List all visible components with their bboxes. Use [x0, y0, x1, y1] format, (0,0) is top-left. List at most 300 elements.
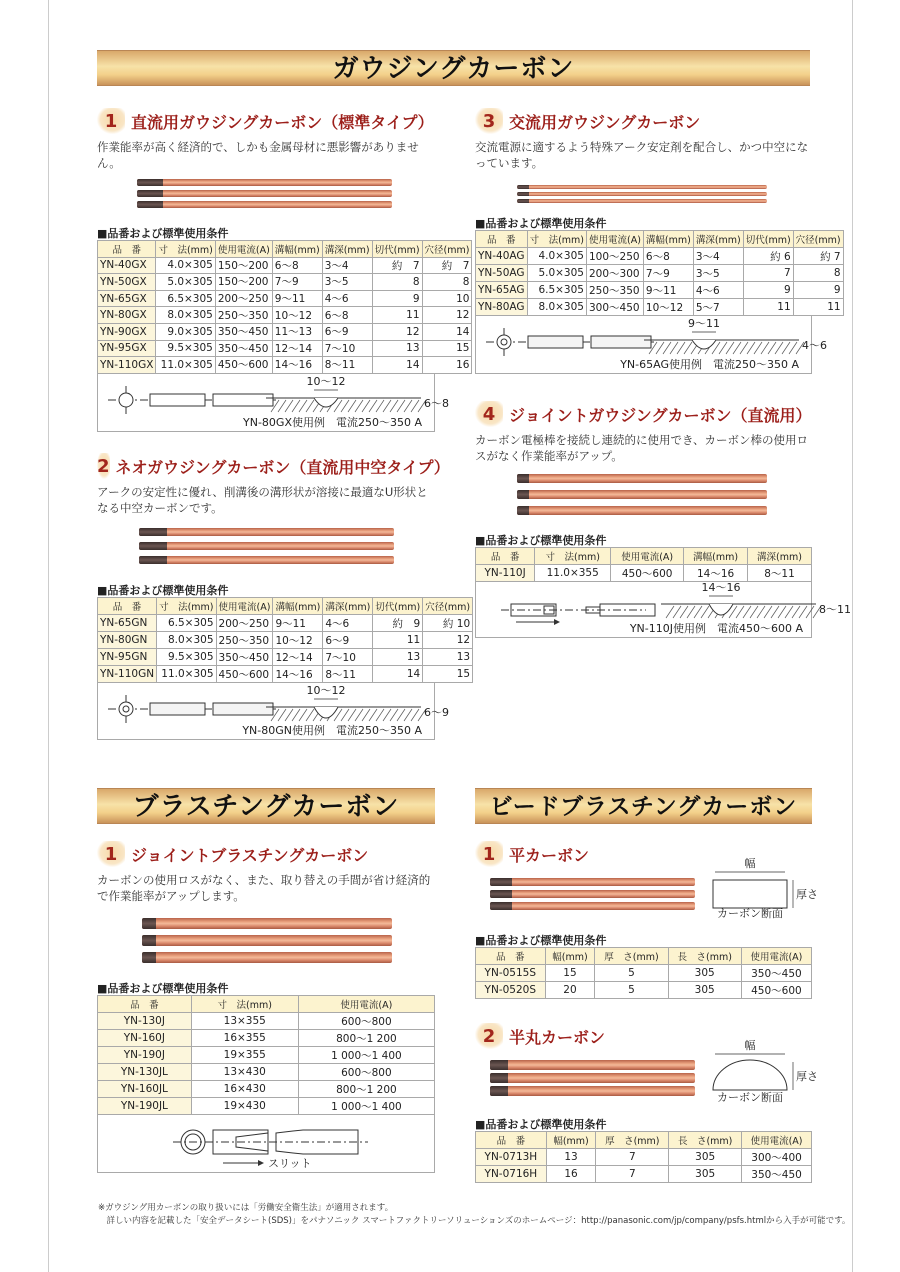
table-header-row	[98, 996, 435, 1013]
usage-diagram	[98, 683, 449, 740]
rod-tip	[517, 185, 529, 189]
table-cell: 16	[422, 357, 472, 374]
table-cell: 7～9	[643, 265, 693, 282]
section-title: 交流用ガウジングカーボン	[509, 112, 701, 132]
column-header: 切代(mm)	[743, 231, 793, 248]
table-row	[476, 282, 844, 299]
section-number: 1	[97, 841, 125, 867]
table-cell: 13	[372, 340, 422, 357]
table-label: ■品番および標準使用条件	[97, 584, 229, 597]
product-section	[475, 400, 851, 638]
table-cell: 11	[793, 299, 843, 316]
table-cell: 6.5×305	[156, 290, 215, 307]
column-header: 寸 法(mm)	[191, 996, 298, 1013]
diagram-caption: YN-65AG使用例 電流250～350 A	[620, 358, 799, 371]
table-cell: 9	[793, 282, 843, 299]
table-row	[476, 1166, 812, 1183]
rod-tip	[137, 201, 163, 208]
table-cell: YN-0520S	[476, 982, 546, 999]
rod-section	[591, 336, 651, 348]
table-header-row	[476, 231, 844, 248]
table-cell: 5～7	[693, 299, 743, 316]
half-round-section-shape	[713, 1060, 787, 1090]
flat-section-shape	[713, 880, 787, 908]
table-cell: 14	[372, 357, 422, 374]
table-cell: 3～4	[322, 257, 372, 274]
table-cell: 19×355	[191, 1047, 298, 1064]
rod-tip	[137, 179, 163, 186]
banner-gouging	[97, 50, 810, 86]
table-cell: 約 7	[422, 257, 472, 274]
table-cell: 9～11	[643, 282, 693, 299]
table-cell: 14～16	[273, 666, 323, 683]
table-cell: 20	[545, 982, 595, 999]
table-cell: 13×430	[191, 1064, 298, 1081]
table-cell: 305	[669, 1166, 742, 1183]
end-view-icon	[119, 393, 133, 407]
section-description: カーボンの使用ロスがなく、また、取り替えの手間が省け経済的で作業能率がアップします。	[97, 873, 431, 903]
groove-width-label: 14～16	[701, 581, 741, 594]
table-cell: 150～200	[215, 257, 272, 274]
table-cell: 11～13	[272, 323, 322, 340]
diagram-caption: YN-80GX使用例 電流250～350 A	[243, 415, 422, 429]
carbon-rod-image	[490, 1073, 695, 1083]
table-cell: 4～6	[322, 290, 372, 307]
groove-width-label: 9～11	[688, 317, 720, 330]
table-row	[98, 257, 472, 274]
table-row	[98, 632, 473, 649]
end-view-icon	[497, 335, 511, 349]
column-header: 品 番	[476, 948, 546, 965]
table-row	[98, 290, 472, 307]
table-row	[98, 1081, 435, 1098]
table-cell: 600～800	[298, 1013, 434, 1030]
table-row	[98, 666, 473, 683]
section-description: 作業能率が高く経済的で、しかも金属母材に悪影響がありません。	[97, 140, 419, 170]
usage-diagram	[98, 374, 449, 432]
product-section	[97, 840, 435, 1173]
carbon-rod-image	[517, 490, 767, 499]
table-cell: 8	[422, 274, 472, 291]
table-cell: 305	[669, 1149, 742, 1166]
table-cell: 11	[743, 299, 793, 316]
groove-diagram	[266, 699, 426, 721]
table-cell: 15	[422, 340, 472, 357]
section-heading	[97, 840, 435, 868]
table-cell: 12	[423, 632, 473, 649]
table-label: ■品番および標準使用条件	[475, 1118, 607, 1131]
rod-tip	[490, 1086, 508, 1096]
carbon-rod-image	[137, 179, 392, 186]
footnote: ※ガウジング用カーボンの取り扱いには「労働安全衛生法」が適用されます。	[98, 1203, 394, 1213]
usage-diagram	[98, 1115, 434, 1173]
table-cell: 350～450	[216, 649, 273, 666]
table-row	[98, 1064, 435, 1081]
rod-tip	[490, 1073, 508, 1083]
table-cell: YN-130JL	[98, 1064, 192, 1081]
table-cell: YN-110GN	[98, 666, 157, 683]
section-number: 2	[475, 1023, 503, 1049]
table-cell: 9	[372, 290, 422, 307]
table-cell: 6～8	[322, 307, 372, 324]
table-cell: 12	[422, 307, 472, 324]
column-header: 使用電流(A)	[586, 231, 643, 248]
section-number: 2	[97, 453, 110, 479]
table-cell: 150～200	[215, 274, 272, 291]
rod-tip	[139, 528, 167, 536]
cross-section-diagram	[705, 857, 818, 920]
rod-tip	[142, 952, 156, 963]
table-cell: YN-50AG	[476, 265, 528, 282]
table-cell: 10	[422, 290, 472, 307]
table-cell: 8.0×305	[157, 632, 216, 649]
width-label: 幅	[744, 1039, 756, 1052]
table-cell: 250～350	[215, 307, 272, 324]
rod-tip	[142, 935, 156, 946]
usage-example	[97, 374, 449, 432]
spec-table	[475, 1131, 812, 1183]
table-cell: 約 6	[743, 248, 793, 265]
cross-section-caption: カーボン断面	[717, 1091, 783, 1104]
column-header: 寸 法(mm)	[157, 598, 216, 615]
table-cell: YN-50GX	[98, 274, 156, 291]
table-cell: 250～350	[216, 632, 273, 649]
column-header: 溝深(mm)	[322, 241, 372, 258]
column-header: 切代(mm)	[372, 241, 422, 258]
product-photo	[475, 1039, 818, 1112]
carbon-rod-image	[137, 201, 392, 208]
rod-tip	[517, 506, 529, 515]
table-cell: 9.5×305	[156, 340, 215, 357]
table-cell: YN-65AG	[476, 282, 528, 299]
rod-tip	[490, 878, 512, 886]
column-header: 溝幅(mm)	[684, 548, 748, 565]
table-cell: 5	[595, 965, 668, 982]
cross-section-caption: カーボン断面	[717, 907, 783, 920]
table-cell: 305	[668, 982, 741, 999]
table-cell: 1 000～1 400	[298, 1098, 434, 1115]
table-cell: 9.5×305	[157, 649, 216, 666]
groove-diagram	[661, 596, 821, 618]
table-cell: 約 7	[793, 248, 843, 265]
column-header: 使用電流(A)	[742, 1132, 812, 1149]
table-cell: 16×430	[191, 1081, 298, 1098]
rod-section	[150, 394, 205, 406]
column-header: 穴径(mm)	[423, 598, 473, 615]
table-row	[98, 274, 472, 291]
section-description: アークの安定性に優れ、削溝後の溝形状が溶接に最適なU形状となる中空カーボンです。	[97, 485, 428, 515]
table-cell: 305	[668, 965, 741, 982]
table-cell: 10～12	[643, 299, 693, 316]
table-row	[98, 1047, 435, 1064]
table-cell: 200～250	[216, 615, 273, 632]
table-cell: YN-160J	[98, 1030, 192, 1047]
table-cell: 7～10	[322, 340, 372, 357]
product-photo	[475, 464, 812, 528]
spec-table	[475, 547, 812, 582]
table-cell: YN-130J	[98, 1013, 192, 1030]
groove-diagram	[266, 390, 426, 412]
product-section	[475, 1022, 818, 1183]
carbon-rod-image	[517, 199, 767, 203]
groove-width-label: 10～12	[306, 684, 346, 697]
table-cell: YN-65GX	[98, 290, 156, 307]
section-title: 直流用ガウジングカーボン（標準タイプ）	[131, 112, 434, 132]
product-section	[475, 107, 841, 374]
table-row	[476, 299, 844, 316]
table-cell: 350～450	[215, 323, 272, 340]
table-label: ■品番および標準使用条件	[97, 982, 229, 995]
table-row	[476, 1149, 812, 1166]
carbon-rod-image	[490, 1086, 695, 1096]
rod-tip	[490, 890, 512, 898]
table-header-row	[476, 548, 812, 565]
spec-table	[97, 995, 435, 1115]
table-cell: 13×355	[191, 1013, 298, 1030]
table-cell: 7～9	[272, 274, 322, 291]
carbon-rod-image	[139, 556, 394, 564]
product-photo	[97, 904, 435, 976]
table-row	[98, 357, 472, 374]
table-cell: 8	[793, 265, 843, 282]
table-cell: 4.0×305	[156, 257, 215, 274]
table-cell: 9	[743, 282, 793, 299]
table-header-row	[476, 948, 812, 965]
column-header: 穴径(mm)	[793, 231, 843, 248]
table-header-row	[98, 241, 472, 258]
rod-tip	[517, 192, 529, 196]
table-row	[476, 248, 844, 265]
table-cell: 300～450	[586, 299, 643, 316]
section-title: ジョイントブラスチングカーボン	[131, 845, 369, 865]
table-cell: YN-110GX	[98, 357, 156, 374]
rod-tip	[490, 1060, 508, 1070]
table-cell: 4～6	[693, 282, 743, 299]
table-cell: 13	[373, 649, 423, 666]
usage-example	[97, 683, 449, 740]
table-cell: 9～11	[273, 615, 323, 632]
carbon-rod-image	[142, 952, 392, 963]
table-cell: YN-90GX	[98, 323, 156, 340]
column-header: 寸 法(mm)	[156, 241, 215, 258]
column-header: 品 番	[98, 996, 192, 1013]
banner-title: ビードブラスチングカーボン	[489, 794, 798, 820]
carbon-rod-image	[517, 192, 767, 196]
column-header: 品 番	[476, 231, 528, 248]
table-cell: 8～11	[748, 565, 812, 582]
table-cell: 6～8	[272, 257, 322, 274]
table-cell: 13	[546, 1149, 596, 1166]
carbon-rod-image	[139, 528, 394, 536]
table-cell: 200～300	[586, 265, 643, 282]
table-cell: YN-65GN	[98, 615, 157, 632]
table-cell: 5.0×305	[156, 274, 215, 291]
groove-depth-label: 6～9	[424, 706, 449, 719]
table-cell: YN-80GN	[98, 632, 157, 649]
table-cell: 6～8	[643, 248, 693, 265]
table-cell: YN-40GX	[98, 257, 156, 274]
table-cell: YN-0515S	[476, 965, 546, 982]
table-cell: 12～14	[273, 649, 323, 666]
rod-tip	[517, 490, 529, 499]
table-row	[476, 265, 844, 282]
carbon-rod-image	[517, 506, 767, 515]
section-number: 1	[97, 108, 125, 134]
banner-blasting	[97, 788, 435, 824]
usage-example	[97, 1115, 435, 1173]
carbon-rod-image	[490, 902, 695, 910]
table-cell: 7	[596, 1149, 669, 1166]
spec-table	[97, 597, 473, 683]
rod-section	[213, 394, 273, 406]
table-cell: 350～450	[215, 340, 272, 357]
table-cell: 8.0×305	[156, 307, 215, 324]
table-cell: 200～250	[215, 290, 272, 307]
table-label: ■品番および標準使用条件	[475, 217, 607, 230]
table-row	[98, 307, 472, 324]
table-cell: 5	[595, 982, 668, 999]
table-header-row	[476, 1132, 812, 1149]
groove-depth-label: 6～8	[424, 396, 449, 410]
table-row	[98, 323, 472, 340]
table-row	[98, 649, 473, 666]
carbon-rod-image	[142, 918, 392, 929]
table-row	[476, 982, 812, 999]
table-cell: 11	[373, 632, 423, 649]
column-header: 品 番	[98, 241, 156, 258]
table-cell: 14～16	[684, 565, 748, 582]
section-number: 4	[475, 401, 503, 427]
table-cell: 450～600	[216, 666, 273, 683]
table-cell: 11	[372, 307, 422, 324]
section-number: 1	[475, 841, 503, 867]
table-cell: 15	[545, 965, 595, 982]
section-number: 3	[475, 108, 503, 134]
usage-diagram	[476, 316, 827, 374]
column-header: 寸 法(mm)	[527, 231, 586, 248]
table-cell: 600～800	[298, 1064, 434, 1081]
rod-section	[528, 336, 583, 348]
table-cell: 350～450	[741, 965, 811, 982]
banner-title: ブラスチングカーボン	[132, 792, 400, 822]
table-cell: 7～10	[323, 649, 373, 666]
usage-diagram	[476, 581, 851, 638]
banner-title: ガウジングカーボン	[332, 54, 575, 84]
column-header: 溝幅(mm)	[272, 241, 322, 258]
spec-table	[475, 947, 812, 999]
thickness-label: 厚さ	[796, 888, 818, 901]
usage-example	[475, 581, 851, 638]
table-cell: 5.0×305	[527, 265, 586, 282]
column-header: 使用電流(A)	[216, 598, 273, 615]
table-cell: 11.0×305	[157, 666, 216, 683]
table-cell: 8～11	[322, 357, 372, 374]
table-cell: 3～4	[693, 248, 743, 265]
table-cell: 16×355	[191, 1030, 298, 1047]
table-cell: 10～12	[272, 307, 322, 324]
thickness-label: 厚さ	[796, 1070, 818, 1083]
table-label: ■品番および標準使用条件	[97, 227, 229, 240]
table-row	[98, 1030, 435, 1047]
slit-label: スリット	[268, 1157, 312, 1170]
section-title: ネオガウジングカーボン（直流用中空タイプ）	[115, 457, 450, 477]
table-cell: YN-0716H	[476, 1166, 547, 1183]
carbon-rod-image	[517, 185, 767, 189]
rod-tip	[139, 542, 167, 550]
diagram-caption: YN-110J使用例 電流450～600 A	[629, 622, 803, 635]
column-header: 幅(mm)	[546, 1132, 596, 1149]
table-row	[476, 965, 812, 982]
usage-example	[475, 316, 827, 374]
groove-depth-label: 4～6	[802, 339, 827, 352]
rod-tip	[517, 474, 529, 483]
footnote: 詳しい内容を記載した「安全データシート(SDS)」をパナソニック スマートファクトリーソリューションズのホームページ：http://panasonic.com/jp/company/psfs.htmlから入手が可能です。	[98, 1216, 851, 1226]
product-section	[97, 107, 470, 432]
table-cell: 450～600	[215, 357, 272, 374]
column-header: 溝深(mm)	[693, 231, 743, 248]
table-cell: 11.0×355	[535, 565, 611, 582]
table-cell: 6～9	[322, 323, 372, 340]
table-cell: 1 000～1 400	[298, 1047, 434, 1064]
cross-section-diagram	[705, 1039, 818, 1104]
table-cell: 6～9	[323, 632, 373, 649]
column-header: 溝幅(mm)	[273, 598, 323, 615]
section-heading	[475, 107, 812, 135]
rod-tip	[142, 918, 156, 929]
groove-depth-label: 8～11	[819, 603, 851, 616]
carbon-rod-image	[139, 542, 394, 550]
width-label: 幅	[744, 857, 756, 870]
table-row	[98, 615, 473, 632]
table-cell: 12～14	[272, 340, 322, 357]
column-header: 品 番	[98, 598, 157, 615]
column-header: 溝深(mm)	[748, 548, 812, 565]
section-heading	[97, 107, 435, 135]
carbon-rod-image	[517, 474, 767, 483]
table-cell: 450～600	[611, 565, 684, 582]
column-header: 厚 さ(mm)	[595, 948, 668, 965]
table-row	[98, 340, 472, 357]
table-cell: 15	[423, 666, 473, 683]
table-header-row	[98, 598, 473, 615]
groove-diagram	[644, 332, 804, 354]
table-cell: 3～5	[322, 274, 372, 291]
table-cell: 約 10	[423, 615, 473, 632]
column-header: 溝幅(mm)	[643, 231, 693, 248]
table-cell: 6.5×305	[157, 615, 216, 632]
section-heading	[475, 400, 812, 428]
column-header: 使用電流(A)	[611, 548, 684, 565]
rod-section	[213, 703, 273, 715]
table-cell: 7	[743, 265, 793, 282]
rod-tip	[517, 199, 529, 203]
column-header: 長 さ(mm)	[668, 948, 741, 965]
product-section	[475, 840, 818, 999]
column-header: 品 番	[476, 548, 535, 565]
carbon-rod-image	[142, 935, 392, 946]
table-cell: 6.5×305	[527, 282, 586, 299]
table-cell: 19×430	[191, 1098, 298, 1115]
table-cell: YN-110J	[476, 565, 535, 582]
product-photo	[97, 516, 435, 578]
column-header: 長 さ(mm)	[669, 1132, 742, 1149]
section-description: カーボン電極棒を接続し連続的に使用でき、カーボン棒の使用ロスがなく作業能率がアップ。	[475, 433, 809, 463]
carbon-rod-image	[490, 1060, 695, 1070]
table-cell: YN-0713H	[476, 1149, 547, 1166]
table-cell: YN-160JL	[98, 1081, 192, 1098]
table-cell: 100～250	[586, 248, 643, 265]
table-row	[98, 1098, 435, 1115]
